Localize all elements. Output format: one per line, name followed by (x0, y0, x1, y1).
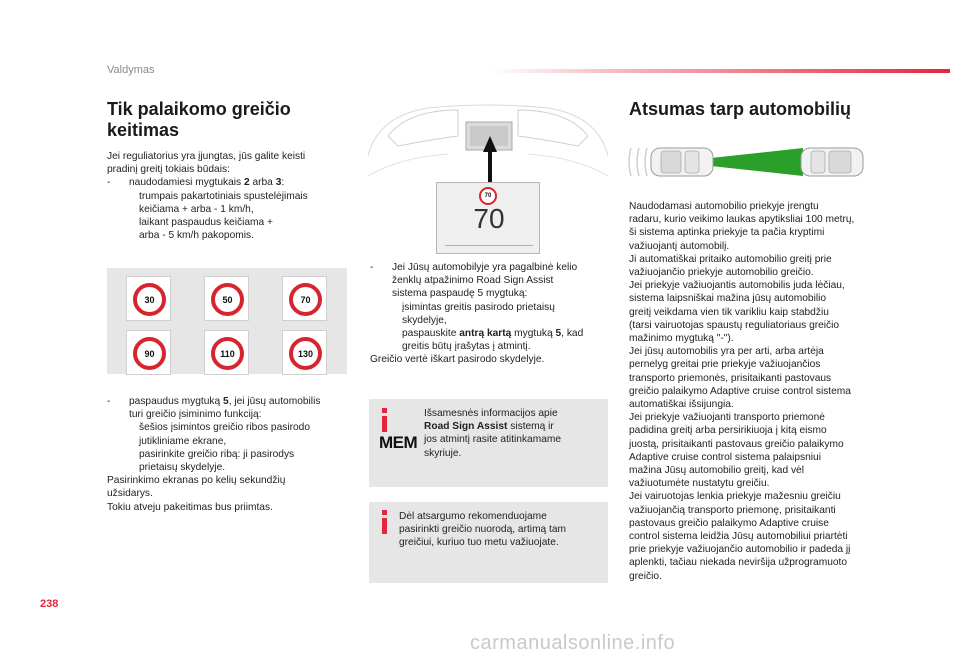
speed-sign-130 (282, 330, 327, 375)
sub-item (107, 448, 357, 474)
text: paspaudus mygtuką (129, 396, 224, 407)
speed-sign-90 (126, 330, 171, 375)
speed-sign-70 (282, 276, 327, 321)
text-line: greičio. (629, 570, 662, 582)
screen-speed-value: 70 (473, 203, 505, 234)
text: trumpais pakartotiniais spustelėjimais (139, 190, 308, 202)
info-box-memory (369, 399, 608, 487)
mem-label: MEM (379, 433, 418, 452)
text-line: ši sistema aptinka priekyje ta pačia kryptimi (629, 227, 825, 239)
text: Road Sign Assist (424, 421, 508, 433)
button-ref: 3 (275, 177, 282, 189)
list-item (370, 261, 610, 274)
text: pasirinkite greičio ribą: ji pasirodys (139, 448, 295, 460)
right-title: Atsumas tarp automobilių (629, 99, 852, 119)
text-line: Adaptive cruise control sistema palaipsniui (629, 451, 821, 463)
speed-sign-value: 70 (289, 283, 322, 316)
button-ref: 2 (243, 177, 250, 189)
text-line: radaru, kurio veikimo laukas apytiksliai 100 metrų, (629, 214, 855, 226)
text-line: automatiškai išsijungia. (629, 399, 734, 411)
info-box-caution (369, 502, 608, 583)
text: pasirinkti greičio nuorodą, artimą tam (399, 524, 567, 536)
list-item-text (129, 176, 284, 189)
text-line: padidina greitį arba persirikiuoja į kitą eismo (629, 425, 827, 437)
list-item (107, 176, 357, 189)
text: mygtuką (511, 328, 556, 340)
dash-bullet: - (107, 177, 111, 189)
text: prietaisų skydelyje. (139, 462, 226, 474)
text-line: pernelyg greitai prie priekyje važiuojančios (629, 359, 821, 371)
speed-limit-panel (107, 268, 347, 374)
text: greitis būtų įrašytas į atmintį. (402, 341, 531, 353)
car-icon (801, 148, 863, 176)
speed-sign-110 (204, 330, 249, 375)
cars-illustration (625, 138, 870, 186)
pointer-arrow-icon (480, 136, 500, 186)
text-line: Ji automatiškai pritaiko automobilio greitį prie (629, 253, 832, 265)
screen-divider (445, 245, 533, 246)
button-ref: 5 (223, 396, 229, 407)
rsa-text (370, 261, 610, 367)
text: keičiama + arba - 1 km/h, (139, 203, 254, 215)
info-icon (382, 416, 387, 432)
radar-beam-icon (711, 148, 803, 176)
dash-bullet: - (107, 396, 111, 407)
text-line: control sistema leidžia Jūsų automobiliui priartėti (629, 531, 848, 543)
text-line: Naudodamasi automobilio priekyje įrengtu (629, 201, 819, 212)
text: greičiui, kuriuo tuo metu važiuojate. (399, 537, 559, 549)
text: , kad (561, 328, 584, 340)
page-number: 238 (40, 598, 59, 610)
text: turi greičio įsiminimo funkciją: (129, 409, 262, 421)
text-line: transporto priemonės, prisitaikanti pastovaus (629, 372, 832, 384)
text-line: greičio palaikymo Adaptive cruise control sistema (629, 385, 851, 397)
car-icon (651, 148, 713, 176)
instrument-screen (436, 182, 540, 254)
text-line: Jei priekyje važiuojanti transporto priemonė (629, 412, 825, 424)
text: jutikliniame ekrane, (139, 435, 227, 447)
text-line: greitį veikdama vien tik varikliu kaip stabdžiu (629, 306, 829, 318)
info-text (399, 510, 604, 550)
text: arba - 5 km/h pakopomis. (139, 230, 254, 242)
text-line: (tarsi vairuotojas spaustų reguliatoriaus greičio (629, 319, 840, 331)
intro-line: Jei reguliatorius yra įjungtas, jūs galite keisti (107, 151, 306, 162)
list-item (107, 395, 357, 408)
text: Išsamesnės informacijos apie (424, 408, 558, 419)
watermark[interactable]: carmanualsonline.info (470, 632, 676, 654)
text: sistema paspaudę 5 mygtuką: (392, 288, 528, 300)
text: skydelyje, (402, 314, 447, 326)
text: Tokiu atveju pakeitimas bus priimtas. (107, 501, 273, 513)
speed-sign-value: 90 (133, 337, 166, 370)
dash-bullet: - (370, 262, 374, 273)
sub-item (107, 190, 357, 216)
text: laikant paspaudus keičiama + (139, 217, 273, 229)
text: jos atmintį rasite atitinkamame (424, 434, 562, 446)
speed-sign-value: 50 (211, 283, 244, 316)
sub-item (107, 216, 357, 242)
speed-sign-value: 130 (289, 337, 322, 370)
info-text (424, 407, 604, 460)
left-title-line1: Tik palaikomo greičio (107, 99, 291, 119)
text: Jei Jūsų automobilyje yra pagalbinė kelio (392, 262, 578, 273)
text: ženklų atpažinimo Road Sign Assist (392, 275, 554, 287)
speed-sign-50 (204, 276, 249, 321)
right-body-text (629, 200, 879, 583)
text: sistemą ir (507, 421, 554, 433)
text: , jei jūsų automobilis (228, 396, 321, 407)
text: įsimintas greitis pasirodo prietaisų (402, 301, 555, 313)
text-line: Jei jūsų automobilis yra per arti, arba artėja (629, 346, 824, 358)
text: naudodamiesi mygtukais (129, 177, 244, 189)
screen-speed-sign: 70 (479, 187, 497, 205)
radar-cars-icon (625, 138, 870, 186)
left-intro-text (107, 150, 357, 242)
speed-sign-30 (126, 276, 171, 321)
list-item-text (129, 395, 320, 408)
left-title-line2: keitimas (107, 120, 180, 140)
text-line: mažina Jūsų automobilio greitį, kad vėl (629, 465, 804, 477)
text: Greičio vertė iškart pasirodo skydelyje. (370, 354, 545, 366)
text-line: prie priekyje važiuojančio automobilio ir padeda jį (629, 544, 851, 556)
left-memory-text (107, 395, 357, 514)
speed-sign-value: 110 (211, 337, 244, 370)
section-label: Valdymas (107, 64, 155, 76)
text: skyriuje. (424, 447, 462, 459)
text-line: aplenkti, tačiau niekada neviršija užprogramuoto (629, 557, 848, 569)
text: antrą kartą (459, 328, 512, 340)
dashboard-illustration (368, 96, 608, 261)
left-title (107, 99, 347, 141)
sub-item (370, 327, 610, 353)
header-accent-bar (490, 69, 950, 73)
text: šešios įsimintos greičio ribos pasirodo (139, 422, 310, 434)
intro-line: pradinį greitį tokiais būdais: (107, 164, 230, 176)
speed-sign-value: 30 (133, 283, 166, 316)
text: arba (249, 177, 276, 189)
sub-item (107, 421, 357, 447)
info-icon (382, 518, 387, 534)
text-line: važiuojantį automobilį. (629, 240, 730, 252)
text-line: mažinimo mygtuką "-"). (629, 333, 734, 345)
text: užsidarys. (107, 488, 153, 500)
text: : (281, 177, 285, 189)
button-ref: 5 (555, 328, 562, 340)
text-line: Jei vairuotojas lenkia priekyje mažesniu greičiu (629, 491, 841, 503)
text-line: pastovaus greičio palaikymo Adaptive cruise (629, 517, 829, 529)
text: Dėl atsargumo rekomenduojame (399, 511, 547, 522)
text: paspauskite (402, 328, 460, 340)
sub-item (370, 301, 610, 327)
text-line: važiuojančią transporto priemonę, prisitaikanti (629, 504, 836, 516)
text-line: važiuotumėte nustatytu greičiu. (629, 478, 770, 490)
text-line: važiuojančio priekyje automobilio greičio. (629, 267, 814, 279)
text-line: sistema laipsniškai mažina jūsų automobilio (629, 293, 827, 305)
text: Pasirinkimo ekranas po kelių sekundžių (107, 475, 286, 487)
text-line: Jei priekyje važiuojantis automobilis juda lėčiau, (629, 280, 845, 292)
text-line: juostą, prisitaikanti pastovaus greičio palaikymo (629, 438, 844, 450)
